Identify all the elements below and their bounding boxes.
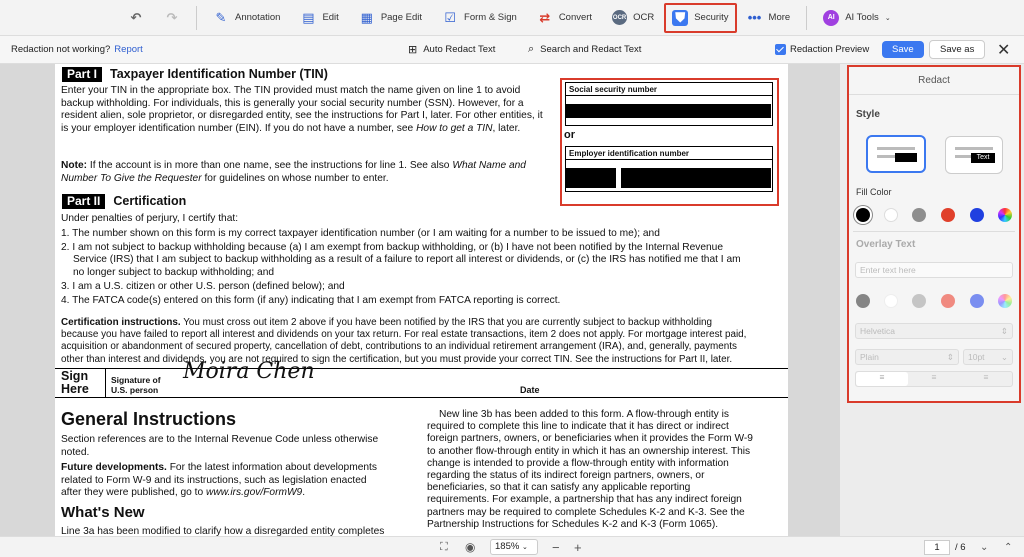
fill-color-label: Fill Color <box>856 187 892 197</box>
toolbar-divider <box>196 6 197 30</box>
toolbar-divider <box>806 6 807 30</box>
line-icon <box>877 155 895 158</box>
font-size-select[interactable]: 10pt ⌄ <box>963 349 1013 365</box>
line-icon <box>877 147 915 150</box>
auto-redact-button[interactable]: ⊞ Auto Redact Text <box>408 44 496 56</box>
ocr-button[interactable]: OCR OCR <box>612 12 655 23</box>
part1-paragraph: Enter your TIN in the appropriate box. The TIN provided must match the name given on line 1 to avoid backup withholding. For individuals, this is generally your social security number (SSN). However, for a resident alien, sole proprietor, or disregarded entity, see the instructions for Part I, later. For other entities, it is your employer identification number (EIN). If you do not have a number, see How to get a TIN, later. <box>61 85 543 134</box>
align-center-icon[interactable]: ≡ <box>931 372 937 382</box>
ocr-icon: OCR <box>612 10 627 25</box>
zoom-out-button[interactable]: − <box>552 539 560 555</box>
page-number-input[interactable]: 1 <box>924 540 950 555</box>
line-icon <box>955 155 971 158</box>
color-picker-icon[interactable] <box>998 208 1012 222</box>
redaction-message: Redaction not working? <box>11 44 111 55</box>
chevron-down-icon: ⌄ <box>884 14 891 22</box>
text-sample: Text <box>971 153 995 163</box>
text-align-group <box>855 371 1013 387</box>
certification-instructions: Certification instructions. You must cross out item 2 above if you have been notified by the IRS that you are currently subject to backup withholding because you have failed to report all interest and dividends on your tax return. For real estate transactions, item 2 does not apply. For mortgage interest paid, acquisition or abandonment of secured property, cancellation of debt, contributions to an individual retirement arrangement (IRA), and, generally, payments other than interest and dividends, you are not required to sign the certification, but you must provide your correct TIN. See the instructions for Part II, later. <box>61 317 747 365</box>
overlay-color-white[interactable] <box>884 294 898 308</box>
edit-button[interactable]: ▤ Edit <box>302 9 339 25</box>
overlay-color-gray[interactable] <box>912 294 926 308</box>
redaction-bar <box>0 36 1024 64</box>
save-button[interactable]: Save <box>882 41 924 58</box>
certification-list: 1. The number shown on this form is my correct taxpayer identification number (or I am waiting for a number to be issued to me); and 2. I am not subject to backup withholding because (a) I am exempt from backup withholding, or (b) I have not been notified by the Internal Revenue Service (IRS) that I am subject to backup withholding as a result of a failure to report all interest or dividends, or (c) the IRS has notified me that I am no longer subject to backup withholding; and 3. I am a U.S. citizen or other U.S. person (defined below); and 4. The FATCA code(s) entered on this form (if any) indicating that I am exempt from FATCA reporting is correct. <box>61 228 741 307</box>
eye-icon[interactable]: ◉ <box>465 540 476 554</box>
style-option-text[interactable] <box>945 136 1003 174</box>
redaction-preview-toggle[interactable]: Redaction Preview <box>775 44 869 55</box>
divider <box>853 231 1015 232</box>
sign-here-label: Sign Here <box>61 369 89 396</box>
date-label: Date <box>520 385 540 395</box>
ai-tools-button[interactable]: AI AI Tools ⌄ <box>813 5 901 31</box>
future-developments: Future developments. For the latest information about developments related to Form W-9 and its instructions, such as legislation enacted after they were published, go to www.irs.gov/FormW9. <box>61 462 377 499</box>
edit-text-icon: ▤ <box>302 9 315 25</box>
part2-header: Part II Certification <box>62 194 186 209</box>
redo-icon: ↷ <box>166 9 178 25</box>
page-total: / 6 <box>955 541 966 553</box>
close-icon[interactable]: ✕ <box>997 41 1011 59</box>
zoom-select[interactable]: 185% ⌄ <box>490 539 538 555</box>
general-instructions-title: General Instructions <box>61 409 237 429</box>
fill-color-black[interactable] <box>856 208 870 222</box>
more-dots-icon: ••• <box>747 10 762 25</box>
signature-row <box>55 359 788 398</box>
more-button[interactable]: ••• More <box>747 10 791 25</box>
chevron-down-icon: ⌄ <box>521 544 528 551</box>
style-option-fill[interactable] <box>866 135 926 173</box>
document-page <box>55 64 788 536</box>
divider <box>105 368 106 398</box>
overlay-color-blue[interactable] <box>970 294 984 308</box>
font-style-select[interactable]: Plain ⇕ <box>855 349 959 365</box>
perjury-statement: Under penalties of perjury, I certify that: <box>61 213 239 224</box>
bottom-bar <box>0 536 1024 557</box>
overlay-text-label: Overlay Text <box>856 239 916 250</box>
align-right-icon[interactable]: ≡ <box>983 372 989 382</box>
ssn-label: Social security number <box>565 82 773 96</box>
align-left-icon[interactable]: ≡ <box>856 372 908 386</box>
line3a-text: Line 3a has been modified to clarify how a disregarded entity completes <box>61 526 385 536</box>
whats-new-title: What's New <box>61 504 145 521</box>
shield-icon: ⛊ <box>672 10 688 26</box>
fill-color-gray[interactable] <box>912 208 926 222</box>
fit-page-icon[interactable]: ⛶ <box>440 540 448 553</box>
grid-icon: ▦ <box>360 9 373 25</box>
signature-of-label: Signature of U.S. person <box>111 375 161 395</box>
convert-button[interactable]: ⇄ Convert <box>527 5 602 31</box>
chevron-updown-icon: ⇕ <box>1000 326 1008 336</box>
redact-panel <box>847 65 1021 403</box>
right-column-text: New line 3b has been added to this form. A flow-through entity is required to complete this line to indicate that it has direct or indirect foreign partners, owners, or beneficiaries when it provides the Form W-9 to another flow-through entity in which it has an ownership interest. This change is intended to provide a flow-through entity with information regarding the status of its indirect foreign partners, owners, or beneficiaries, so that it can satisfy any applicable reporting requirements. For example, a partnership that has any indirect foreign partners may be required to complete Schedules K-2 and K-3. See the Partnership Instructions for Schedules K-2 and K-3 (Form 1065). <box>427 409 753 530</box>
general-text: Section references are to the Internal Revenue Code unless otherwise noted. <box>61 434 379 458</box>
pen-icon: ✎ <box>215 9 227 25</box>
fill-color-blue[interactable] <box>970 208 984 222</box>
ai-icon: AI <box>823 10 839 26</box>
style-label: Style <box>856 109 880 120</box>
page-edit-button[interactable]: ▦ Page Edit <box>360 9 423 25</box>
signature[interactable]: Moira Chen <box>183 359 315 384</box>
checkbox-checked[interactable] <box>775 44 786 55</box>
search-icon: ⌕ <box>528 43 535 55</box>
color-picker-icon[interactable] <box>998 294 1012 308</box>
ein-label: Employer identification number <box>565 146 773 160</box>
checkbox-icon: ☑ <box>444 9 456 25</box>
note-paragraph: Note: If the account is in more than one name, see the instructions for line 1. See also What Name and Number To Give the Requester for guidelines on whose number to enter. <box>61 160 526 184</box>
chevron-up-icon[interactable]: ⌃ <box>1004 541 1013 553</box>
overlay-color-gray-dark[interactable] <box>856 294 870 308</box>
save-as-button[interactable]: Save as <box>929 40 985 59</box>
ein-redaction-mark <box>566 168 616 188</box>
fill-color-red[interactable] <box>941 208 955 222</box>
security-button[interactable]: ⛊ Security <box>664 3 736 33</box>
undo-icon: ↶ <box>130 9 142 25</box>
convert-icon: ⇄ <box>539 9 551 25</box>
chevron-down-icon[interactable]: ⌄ <box>980 541 989 553</box>
form-sign-button[interactable]: ☑ Form & Sign <box>432 5 527 31</box>
overlay-color-red[interactable] <box>941 294 955 308</box>
fill-color-white[interactable] <box>884 208 898 222</box>
part1-header: Part I Taxpayer Identification Number (TIN) <box>62 67 328 82</box>
overlay-text-input[interactable]: Enter text here <box>855 262 1013 278</box>
redaction-block-icon <box>895 153 917 162</box>
chevron-down-icon: ⌄ <box>1000 352 1008 362</box>
ssn-redaction-mark <box>566 104 771 118</box>
auto-redact-icon: ⊞ <box>408 44 418 56</box>
line-icon <box>955 147 993 150</box>
report-link[interactable]: Report <box>114 44 143 55</box>
zoom-in-button[interactable]: + <box>574 539 582 555</box>
main-toolbar <box>0 0 1024 36</box>
search-redact-button[interactable]: ⌕ Search and Redact Text <box>528 43 642 55</box>
redo-button[interactable] <box>154 5 190 31</box>
annotation-button[interactable]: ✎ Annotation <box>203 5 290 31</box>
document-viewport[interactable] <box>0 64 840 536</box>
redact-panel-title: Redact <box>849 75 1019 95</box>
or-label: or <box>564 129 575 141</box>
font-select[interactable]: Helvetica ⇕ <box>855 323 1013 339</box>
chevron-updown-icon: ⇕ <box>946 352 954 362</box>
ein-redaction-mark <box>621 168 771 188</box>
undo-button[interactable] <box>118 5 154 31</box>
